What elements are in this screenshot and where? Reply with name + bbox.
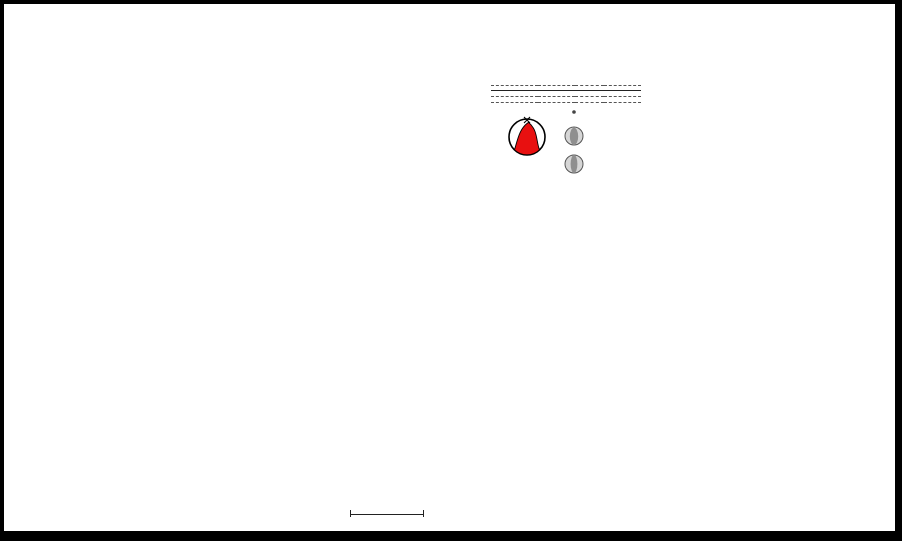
depth-row: [491, 42, 646, 54]
time-scalebar: [350, 509, 424, 515]
dc-item: [563, 123, 589, 149]
iso-item: [563, 103, 589, 121]
iso-icon: [563, 101, 585, 123]
location-row: [491, 25, 646, 37]
station-map: [642, 218, 895, 520]
clvd-icon: [563, 153, 585, 175]
best-fit-solution-panel: [491, 18, 646, 189]
clvd-item: [563, 151, 589, 177]
dc-icon: [563, 125, 585, 147]
focal-mechanism-beachball: [505, 115, 549, 159]
mw-row: [491, 59, 646, 80]
decomposition-list: [563, 103, 589, 179]
moment-tensor-report: [4, 4, 895, 531]
mechanism-row: [491, 103, 646, 189]
misfit-reduction-chart: [656, 56, 895, 206]
